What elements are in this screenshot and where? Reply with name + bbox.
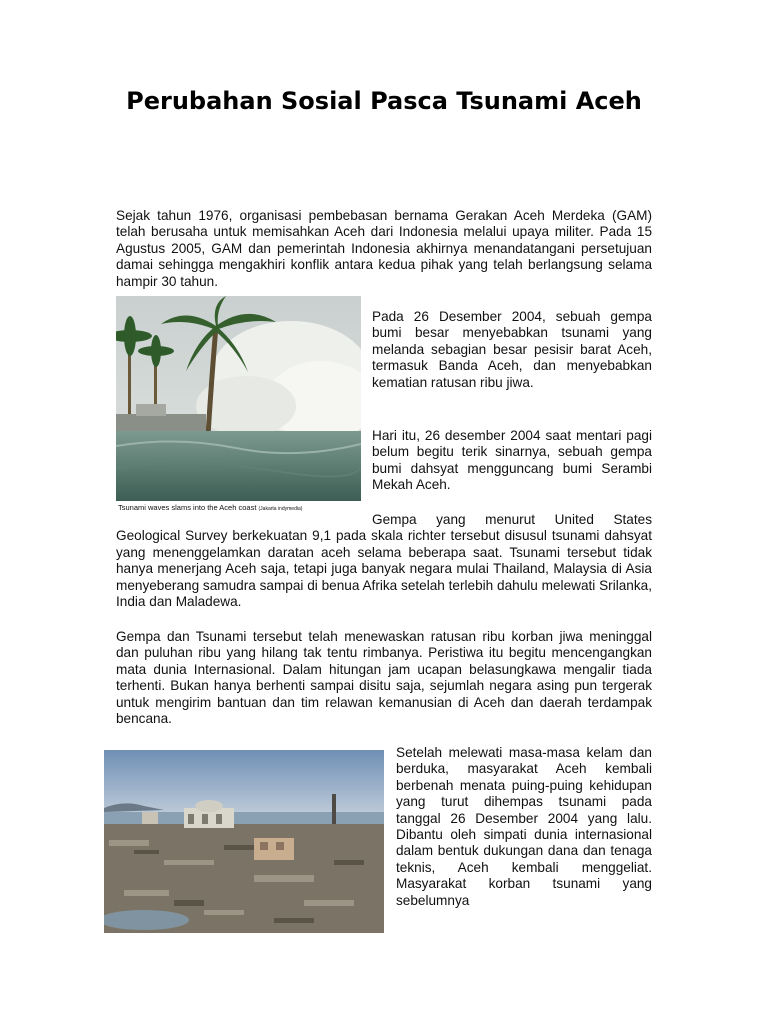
figure-caption-text: Tsunami waves slams into the Aceh coast — [118, 503, 257, 512]
paragraph-gam: Sejak tahun 1976, organisasi pembebasan bernama Gerakan Aceh Merdeka (GAM) telah berusaha untuk memisahkan Aceh dari Indonesia melalui upaya militer. Pada 15 Agustus 2005, GAM dan pemerintah Indonesia akhirnya menandatangani persetujuan damai sehingga mengakhiri konflik antara kedua pihak yang telah berlangsung selama hampir 30 tahun. — [116, 208, 652, 289]
tsunami-wave-image — [116, 296, 361, 501]
aceh-ruins-photo — [104, 750, 384, 933]
paragraph-usgs: Gempa yang menurut United States Geological Survey berkekuatan 9,1 pada skala richter tersebut disusul tsunami dahsyat yang menenggelamkan daratan aceh selama beberapa saat. Tsunami tersebut tidak hanya menerjang Aceh saja, tetapi juga banyak negara mulai Thailand, Malaysia di Asia menyeberang samudra sampai di benua Afrika setelah terlebih dahulu melewati Srilanka, India dan Maladewa. — [116, 512, 652, 610]
document-title: Perubahan Sosial Pasca Tsunami Aceh — [126, 87, 642, 115]
paragraph-earthquake: Pada 26 Desember 2004, sebuah gempa bumi besar menyebabkan tsunami yang melanda sebagian besar pesisir barat Aceh, termasuk Banda Aceh, dan menyebabkan kematian ratusan ribu jiwa. — [372, 309, 652, 390]
tsunami-wave-photo — [116, 296, 361, 516]
paragraph-recovery: Setelah melewati masa-masa kelam dan berduka, masyarakat Aceh kembali berbenah menata puing-puing kehidupan yang turut dihempas tsunami pada tanggal 26 Desember 2004 yang lalu. Dibantu oleh simpati dunia internasional dalam bentuk dukungan dana dan tenaga teknis, Aceh kembali menggeliat. Masyarakat korban tsunami yang sebelumnya — [396, 745, 652, 908]
paragraph-morning: Hari itu, 26 desember 2004 saat mentari pagi belum begitu terik sinarnya, sebuah gempa bumi dahsyat mengguncang bumi Serambi Mekah Aceh. — [372, 428, 652, 493]
aceh-ruins-image — [104, 750, 384, 933]
figure-caption-credit: (Jakarta indymedia) — [258, 506, 303, 512]
paragraph-casualties: Gempa dan Tsunami tersebut telah menewaskan ratusan ribu korban jiwa meninggal dan puluhan ribu yang hilang tak tentu rimbanya. Peristiwa itu begitu mencengangkan mata dunia Internasional. Dalam hitungan jam ucapan belasungkawa mengalir tiada terhenti. Bukan hanya berhenti sampai disitu saja, sejumlah negara asing pun tergerak untuk mengirim bantuan dan tim relawan kemanusian di Aceh dan daerah terdampak bencana. — [116, 629, 652, 727]
figure-caption — [118, 503, 302, 512]
